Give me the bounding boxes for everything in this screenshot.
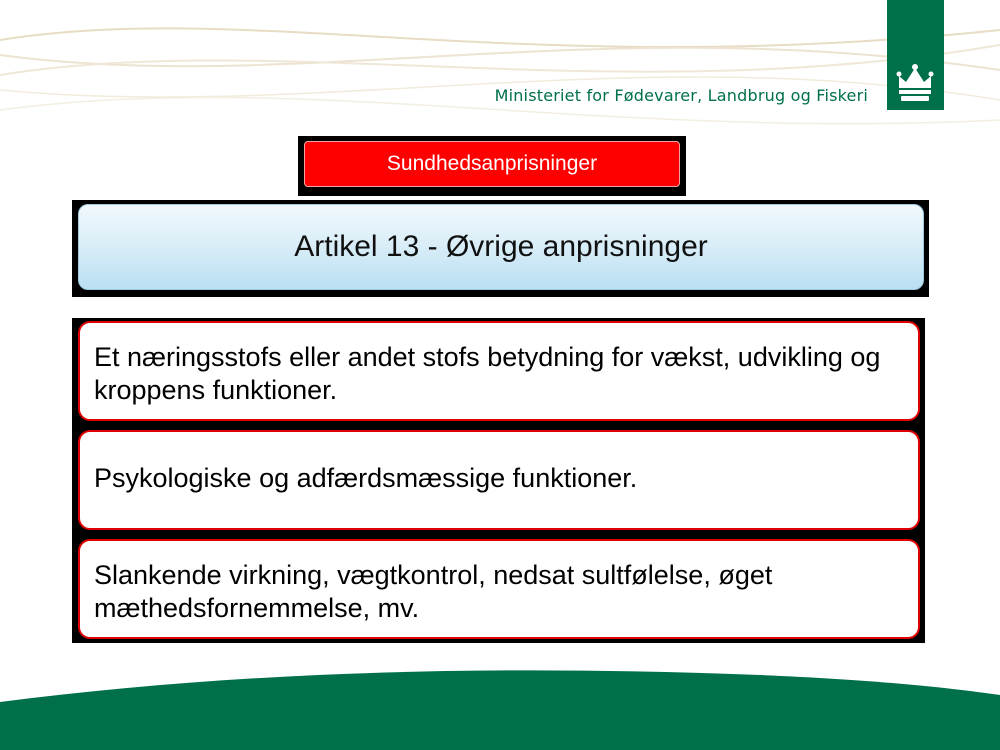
logo-box xyxy=(887,0,944,110)
topic-tag: Sundhedsanprisninger xyxy=(304,141,680,187)
claims-list xyxy=(72,318,925,643)
ministry-name: Ministeriet for Fødevarer, Landbrug og Fiskeri xyxy=(494,86,868,105)
crown-icon xyxy=(895,62,936,104)
bottom-band xyxy=(0,650,1000,750)
title-frame xyxy=(72,200,929,297)
list-item: Psykologiske og adfærdsmæssige funktioner. xyxy=(78,430,920,530)
list-item: Slankende virkning, vægtkontrol, nedsat sultfølelse, øget mæthedsfornemmelse, mv. xyxy=(78,539,920,639)
list-item: Et næringsstofs eller andet stofs betydning for vækst, udvikling og kroppens funktioner. xyxy=(78,321,920,421)
slide-title: Artikel 13 - Øvrige anprisninger xyxy=(78,204,924,290)
tag-frame xyxy=(298,136,686,196)
